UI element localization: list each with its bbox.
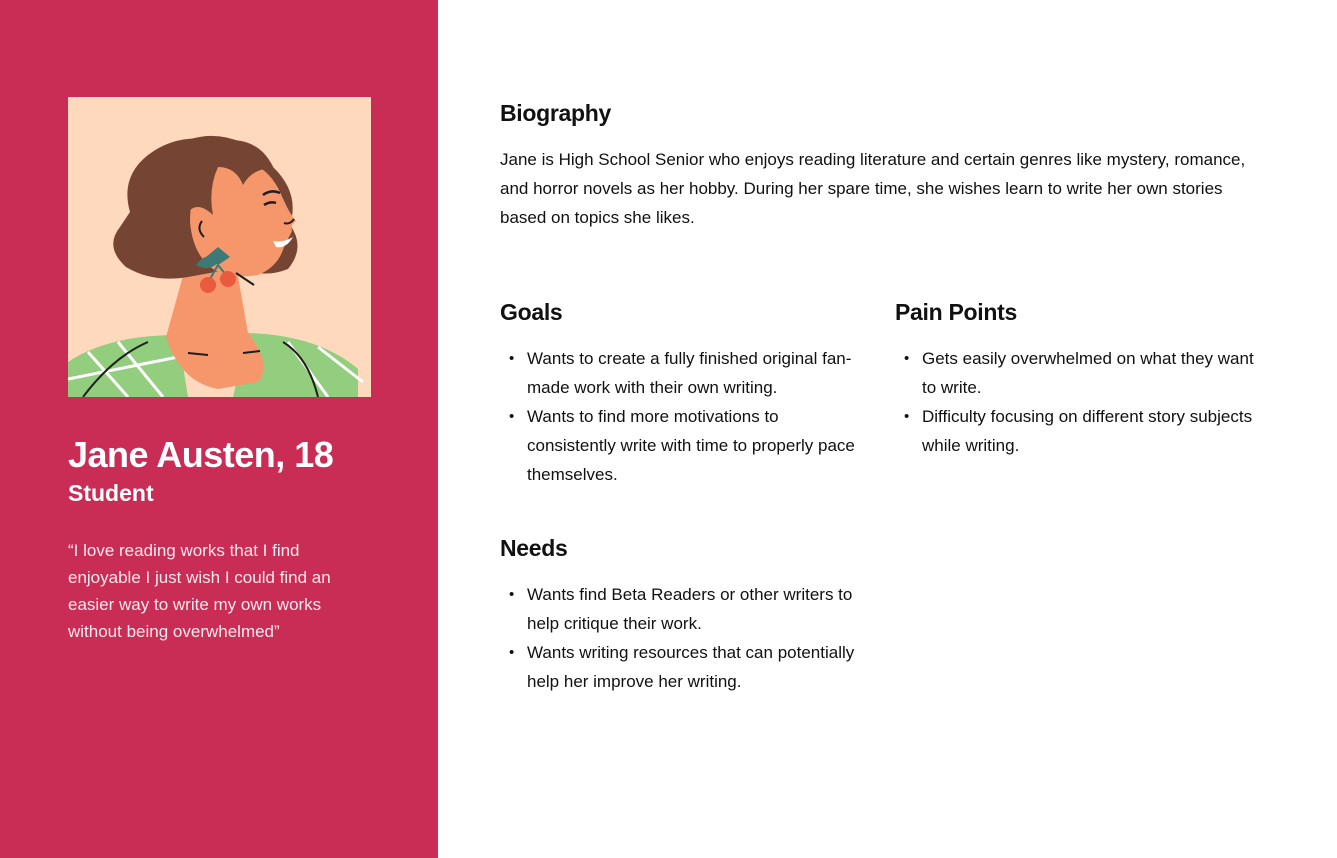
profile-sidebar [0,0,438,858]
persona-name: Jane Austen, 18 [68,434,334,475]
goals-heading: Goals [500,299,563,325]
biography-heading: Biography [500,100,612,126]
needs-list [500,580,870,696]
persona-quote: “I love reading works that I find enjoyable I just wish I could find an easier way to write my own works without being overwhelmed” [68,541,331,641]
avatar-illustration-icon [68,97,371,397]
list-item: • Wants to create a fully finished original fan-made work with their own writing. [500,344,870,402]
needs-heading: Needs [500,535,568,561]
biography-text: Jane is High School Senior who enjoys reading literature and certain genres like mystery, romance, and horror novels as her hobby. During her spare time, she wishes learn to write her own stories based on topics she likes. [500,150,1246,227]
avatar [68,97,371,397]
list-item: • Wants writing resources that can potentially help her improve her writing. [500,638,870,696]
list-item: • Gets easily overwhelmed on what they want to write. [895,344,1265,402]
pain-points-heading: Pain Points [895,299,1017,325]
persona-role: Student [68,480,154,506]
list-item: • Difficulty focusing on different story subjects while writing. [895,402,1265,460]
goals-list [500,344,870,489]
list-item: • Wants find Beta Readers or other writers to help critique their work. [500,580,870,638]
list-item: • Wants to find more motivations to consistently write with time to properly pace themselves. [500,402,870,489]
pain-points-list [895,344,1265,460]
